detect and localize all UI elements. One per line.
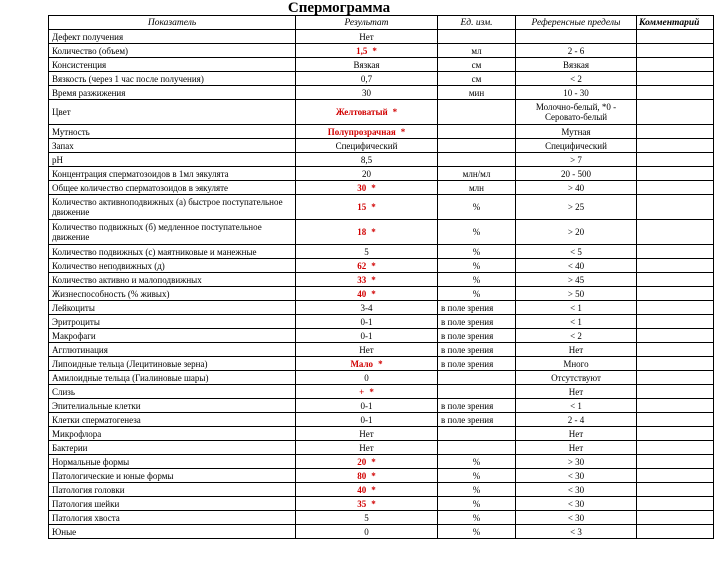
result-value: 0 — [364, 372, 369, 383]
table-row — [49, 273, 714, 287]
abnormal-flag: * — [371, 484, 376, 495]
table-row — [49, 100, 714, 125]
table-row — [49, 301, 714, 315]
result-value: 40 — [357, 288, 367, 299]
result-value: 0,7 — [360, 73, 373, 84]
unit-cell — [438, 153, 516, 167]
result-cell — [296, 220, 438, 245]
reference-cell: > 30 — [516, 455, 637, 469]
result-value: 62 — [357, 260, 367, 271]
result-value: Вязкая — [353, 59, 380, 70]
reference-cell: < 2 — [516, 329, 637, 343]
table-row — [49, 86, 714, 100]
abnormal-flag: * — [371, 274, 376, 285]
table-row — [49, 343, 714, 357]
result-cell — [296, 273, 438, 287]
reference-cell: < 30 — [516, 469, 637, 483]
reference-cell: < 2 — [516, 72, 637, 86]
reference-cell: Вязкая — [516, 58, 637, 72]
reference-cell: < 5 — [516, 245, 637, 259]
result-value: 0-1 — [360, 414, 373, 425]
result-cell — [296, 343, 438, 357]
unit-cell: % — [438, 497, 516, 511]
indicator-name: Количество активно и малоподвижных — [49, 273, 296, 287]
comment-cell — [637, 329, 714, 343]
comment-cell — [637, 343, 714, 357]
table-row — [49, 525, 714, 539]
comment-cell — [637, 455, 714, 469]
abnormal-flag: * — [371, 456, 376, 467]
comment-cell — [637, 497, 714, 511]
table-row — [49, 287, 714, 301]
header-unit: Ед. изм. — [438, 16, 516, 30]
result-cell — [296, 329, 438, 343]
reference-cell: > 50 — [516, 287, 637, 301]
comment-cell — [637, 58, 714, 72]
unit-cell: % — [438, 273, 516, 287]
result-value: 35 — [357, 498, 367, 509]
table-row — [49, 153, 714, 167]
unit-cell: в поле зрения — [438, 301, 516, 315]
comment-cell — [637, 525, 714, 539]
indicator-name: Микрофлора — [49, 427, 296, 441]
result-cell — [296, 153, 438, 167]
comment-cell — [637, 287, 714, 301]
comment-cell — [637, 30, 714, 44]
indicator-name: Количество подвижных (б) медленное поступательное движение — [49, 220, 296, 245]
result-value: 40 — [357, 484, 367, 495]
indicator-name: Патология шейки — [49, 497, 296, 511]
comment-cell — [637, 181, 714, 195]
result-value: 3-4 — [360, 302, 373, 313]
reference-cell: < 30 — [516, 511, 637, 525]
result-cell — [296, 371, 438, 385]
indicator-name: Консистенция — [49, 58, 296, 72]
indicator-name: Мутность — [49, 125, 296, 139]
table-row — [49, 441, 714, 455]
reference-cell: < 30 — [516, 483, 637, 497]
unit-cell: в поле зрения — [438, 357, 516, 371]
reference-cell: > 40 — [516, 181, 637, 195]
result-value: 1,5 — [356, 45, 368, 56]
result-value: 20 — [357, 456, 367, 467]
comment-cell — [637, 72, 714, 86]
result-cell — [296, 399, 438, 413]
indicator-name: Патология хвоста — [49, 511, 296, 525]
unit-cell: % — [438, 195, 516, 220]
comment-cell — [637, 413, 714, 427]
result-value: Мало — [350, 358, 374, 369]
header-indicator: Показатель — [49, 16, 296, 30]
page-title: Спермограмма — [287, 0, 391, 16]
result-value: Полупрозрачная — [327, 126, 396, 137]
result-value: 20 — [362, 168, 371, 179]
result-value: 80 — [357, 470, 367, 481]
table-row — [49, 455, 714, 469]
reference-cell: > 20 — [516, 220, 637, 245]
table-row — [49, 195, 714, 220]
unit-cell — [438, 125, 516, 139]
indicator-name: Макрофаги — [49, 329, 296, 343]
indicator-name: Липоидные тельца (Лецитиновые зерна) — [49, 357, 296, 371]
indicator-name: Цвет — [49, 100, 296, 125]
result-cell — [296, 139, 438, 153]
reference-cell: Мутная — [516, 125, 637, 139]
unit-cell: млн — [438, 181, 516, 195]
reference-cell: < 1 — [516, 315, 637, 329]
comment-cell — [637, 315, 714, 329]
unit-cell: мин — [438, 86, 516, 100]
comment-cell — [637, 245, 714, 259]
result-cell — [296, 86, 438, 100]
abnormal-flag: * — [371, 202, 376, 212]
indicator-name: Время разжижения — [49, 86, 296, 100]
unit-cell: в поле зрения — [438, 343, 516, 357]
reference-cell: Нет — [516, 441, 637, 455]
indicator-name: pH — [49, 153, 296, 167]
abnormal-flag: * — [371, 498, 376, 509]
reference-cell: Отсутствуют — [516, 371, 637, 385]
indicator-name: Патологические и юные формы — [49, 469, 296, 483]
unit-cell: % — [438, 469, 516, 483]
unit-cell: % — [438, 220, 516, 245]
reference-cell: Нет — [516, 343, 637, 357]
result-value: Нет — [359, 428, 374, 439]
indicator-name: Количество неподвижных (д) — [49, 259, 296, 273]
table-row — [49, 399, 714, 413]
comment-cell — [637, 167, 714, 181]
reference-cell: > 45 — [516, 273, 637, 287]
unit-cell — [438, 427, 516, 441]
result-cell — [296, 525, 438, 539]
unit-cell — [438, 371, 516, 385]
abnormal-flag: * — [400, 126, 406, 137]
abnormal-flag: * — [378, 358, 383, 369]
table-row — [49, 181, 714, 195]
abnormal-flag: * — [371, 470, 376, 481]
table-header-row — [49, 16, 714, 30]
reference-cell: 2 - 6 — [516, 44, 637, 58]
unit-cell: см — [438, 72, 516, 86]
table-row — [49, 371, 714, 385]
comment-cell — [637, 385, 714, 399]
result-value: 15 — [357, 202, 367, 212]
abnormal-flag: * — [371, 182, 376, 193]
result-cell — [296, 125, 438, 139]
table-row — [49, 139, 714, 153]
reference-cell: > 25 — [516, 195, 637, 220]
result-value: 30 — [362, 87, 371, 98]
result-value: 8,5 — [360, 154, 373, 165]
result-cell — [296, 497, 438, 511]
comment-cell — [637, 220, 714, 245]
comment-cell — [637, 483, 714, 497]
reference-cell: Молочно-белый, *0 - Серовато-белый — [516, 100, 637, 125]
result-value: Желтоватый — [335, 107, 388, 117]
unit-cell: % — [438, 511, 516, 525]
abnormal-flag: * — [369, 386, 374, 397]
abnormal-flag: * — [371, 227, 376, 237]
comment-cell — [637, 100, 714, 125]
result-cell — [296, 413, 438, 427]
result-cell — [296, 259, 438, 273]
comment-cell — [637, 125, 714, 139]
result-value: Нет — [359, 31, 374, 42]
result-value: Нет — [359, 344, 374, 355]
table-row — [49, 58, 714, 72]
indicator-name: Нормальные формы — [49, 455, 296, 469]
result-value: 0-1 — [360, 400, 373, 411]
result-cell — [296, 301, 438, 315]
indicator-name: Запах — [49, 139, 296, 153]
result-value: 18 — [357, 227, 367, 237]
unit-cell: % — [438, 455, 516, 469]
comment-cell — [637, 469, 714, 483]
unit-cell: см — [438, 58, 516, 72]
result-cell — [296, 195, 438, 220]
result-value: 5 — [364, 246, 369, 257]
header-result: Результат — [296, 16, 438, 30]
reference-cell: Специфический — [516, 139, 637, 153]
indicator-name: Юные — [49, 525, 296, 539]
comment-cell — [637, 44, 714, 58]
table-row — [49, 329, 714, 343]
comment-cell — [637, 511, 714, 525]
result-cell — [296, 72, 438, 86]
table-row — [49, 167, 714, 181]
indicator-name: Дефект получения — [49, 30, 296, 44]
comment-cell — [637, 357, 714, 371]
comment-cell — [637, 427, 714, 441]
unit-cell: % — [438, 245, 516, 259]
indicator-name: Количество активноподвижных (а) быстрое поступательное движение — [49, 195, 296, 220]
indicator-name: Общее количество сперматозоидов в эякуляте — [49, 181, 296, 195]
comment-cell — [637, 399, 714, 413]
reference-cell: > 7 — [516, 153, 637, 167]
abnormal-flag: * — [371, 288, 376, 299]
indicator-name: Слизь — [49, 385, 296, 399]
result-cell — [296, 58, 438, 72]
unit-cell: в поле зрения — [438, 329, 516, 343]
reference-cell: Много — [516, 357, 637, 371]
table-row — [49, 259, 714, 273]
result-cell — [296, 44, 438, 58]
table-row — [49, 357, 714, 371]
result-value: 0-1 — [360, 316, 373, 327]
result-cell — [296, 385, 438, 399]
reference-cell: 20 - 500 — [516, 167, 637, 181]
unit-cell — [438, 100, 516, 125]
indicator-name: Лейкоциты — [49, 301, 296, 315]
result-value: 33 — [357, 274, 367, 285]
result-value: Нет — [359, 442, 374, 453]
result-cell — [296, 245, 438, 259]
unit-cell: мл — [438, 44, 516, 58]
table-row — [49, 469, 714, 483]
reference-cell: 2 - 4 — [516, 413, 637, 427]
indicator-name: Эритроциты — [49, 315, 296, 329]
abnormal-flag: * — [372, 45, 377, 56]
result-cell — [296, 100, 438, 125]
indicator-name: Патология головки — [49, 483, 296, 497]
table-row — [49, 245, 714, 259]
result-value: 0 — [364, 526, 369, 537]
table-row — [49, 483, 714, 497]
unit-cell: % — [438, 259, 516, 273]
indicator-name: Жизнеспособность (% живых) — [49, 287, 296, 301]
result-cell — [296, 357, 438, 371]
abnormal-flag: * — [371, 260, 376, 271]
unit-cell: % — [438, 525, 516, 539]
result-cell — [296, 315, 438, 329]
indicator-name: Агглютинация — [49, 343, 296, 357]
comment-cell — [637, 86, 714, 100]
result-cell — [296, 469, 438, 483]
abnormal-flag: * — [392, 107, 398, 117]
reference-cell: < 30 — [516, 497, 637, 511]
reference-cell: 10 - 30 — [516, 86, 637, 100]
reference-cell: < 1 — [516, 301, 637, 315]
result-cell — [296, 455, 438, 469]
indicator-name: Вязкость (через 1 час после получения) — [49, 72, 296, 86]
comment-cell — [637, 371, 714, 385]
unit-cell: % — [438, 287, 516, 301]
indicator-name: Концентрация сперматозоидов в 1мл эякулята — [49, 167, 296, 181]
comment-cell — [637, 441, 714, 455]
result-value: + — [359, 386, 365, 397]
result-cell — [296, 511, 438, 525]
table-row — [49, 44, 714, 58]
result-cell — [296, 287, 438, 301]
result-cell — [296, 427, 438, 441]
unit-cell: в поле зрения — [438, 399, 516, 413]
comment-cell — [637, 195, 714, 220]
indicator-name: Амилоидные тельца (Гиалиновые шары) — [49, 371, 296, 385]
unit-cell: млн/мл — [438, 167, 516, 181]
table-row — [49, 72, 714, 86]
table-row — [49, 315, 714, 329]
header-comment: Комментарий — [637, 16, 714, 30]
table-row — [49, 125, 714, 139]
comment-cell — [637, 139, 714, 153]
unit-cell — [438, 30, 516, 44]
result-cell — [296, 181, 438, 195]
indicator-name: Бактерии — [49, 441, 296, 455]
result-cell — [296, 441, 438, 455]
result-cell — [296, 167, 438, 181]
table-row — [49, 497, 714, 511]
result-cell — [296, 483, 438, 497]
table-row — [49, 427, 714, 441]
table-row — [49, 413, 714, 427]
header-reference: Референсные пределы — [516, 16, 637, 30]
unit-cell — [438, 385, 516, 399]
indicator-name: Количество подвижных (с) маятниковые и манежные — [49, 245, 296, 259]
reference-cell: Нет — [516, 427, 637, 441]
unit-cell — [438, 139, 516, 153]
reference-cell: < 40 — [516, 259, 637, 273]
reference-cell: < 3 — [516, 525, 637, 539]
result-value: Специфический — [335, 140, 398, 151]
table-row — [49, 30, 714, 44]
result-value: 30 — [357, 182, 367, 193]
unit-cell: % — [438, 483, 516, 497]
table-row — [49, 385, 714, 399]
comment-cell — [637, 301, 714, 315]
comment-cell — [637, 259, 714, 273]
result-value: 5 — [364, 512, 369, 523]
reference-cell — [516, 30, 637, 44]
unit-cell: в поле зрения — [438, 413, 516, 427]
table-row — [49, 220, 714, 245]
result-value: 0-1 — [360, 330, 373, 341]
spermogram-table — [48, 15, 714, 539]
unit-cell — [438, 441, 516, 455]
reference-cell: < 1 — [516, 399, 637, 413]
comment-cell — [637, 153, 714, 167]
indicator-name: Эпителиальные клетки — [49, 399, 296, 413]
indicator-name: Клетки сперматогенеза — [49, 413, 296, 427]
table-row — [49, 511, 714, 525]
comment-cell — [637, 273, 714, 287]
reference-cell: Нет — [516, 385, 637, 399]
result-cell — [296, 30, 438, 44]
indicator-name: Количество (объем) — [49, 44, 296, 58]
unit-cell: в поле зрения — [438, 315, 516, 329]
